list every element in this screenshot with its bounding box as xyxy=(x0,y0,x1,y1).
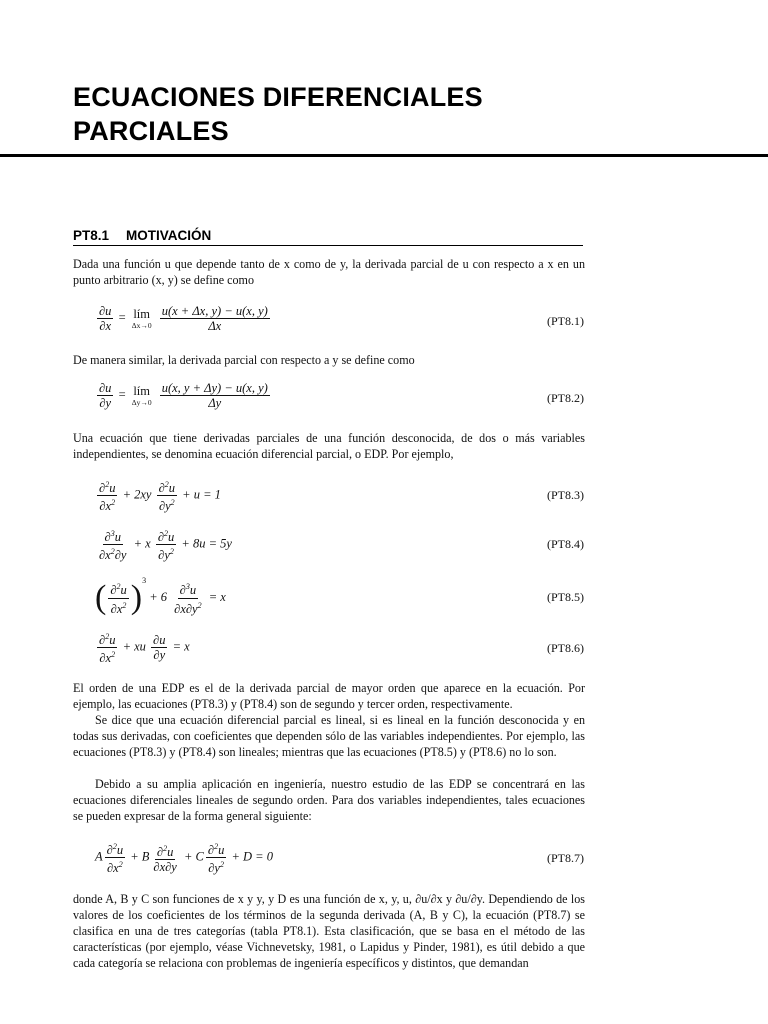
equation-pt8-4: $\frac{\partial^3u}{\partial x^2\partial y}$ + x $\frac{\partial^2u}{\partial y^2}$ + 8u = 5y xyxy=(99,529,232,563)
chapter-title xyxy=(73,80,483,148)
equation-pt8-7: A $\frac{\partial^2u}{\partial x^2}$ + B $\frac{\partial^2u}{\partial x\partial y}$ + C $\frac{\partial^2u}{\partial y^2}$ + D = 0 xyxy=(95,842,273,876)
chapter-rule xyxy=(0,154,768,157)
equation-label-pt8-2: (PT8.2) xyxy=(547,391,584,405)
eq6-tail: = x xyxy=(172,639,190,654)
section-title: MOTIVACIÓN xyxy=(126,228,212,243)
eq1-lim: lím xyxy=(133,307,150,321)
eq1-lhs-den: ∂x xyxy=(99,319,112,333)
eq2-lim-sub: Δy→0 xyxy=(131,398,152,407)
paragraph-second-order: Debido a su amplia aplicación en ingeniería, nuestro estudio de las EDP se concentrará en las ecuaciones diferenciales lineales de segundo orden. Para dos variables independientes, tales ecuaciones se pueden expresar de la forma general siguiente: xyxy=(73,777,585,823)
eq4-tail: + 8u = 5y xyxy=(181,536,232,551)
paragraph-classification: donde A, B y C son funciones de x y y, y D es una función de x, y, u, ∂u/∂x y ∂u/∂y. Dependiendo de los valores de los coeficientes de los términos de la segunda derivada (A, B y C), la ecuación (PT8.7) se clasifica en una de tres categorías (tabla PT8.1). Esta clasificación, que se basa en el método de las características (por ejemplo, véase Vichnevetsky, 1981, o Lapidus y Pinder, 1981), es útil debido a que cada categoría se relaciona con problemas de ingeniería específicos y distintos, que demandan xyxy=(73,892,585,970)
equation-pt8-1 xyxy=(95,304,584,333)
eq1-rhs-den: Δx xyxy=(208,319,222,333)
section-number: PT8.1 xyxy=(73,228,110,243)
chapter-title-line1: ECUACIONES DIFERENCIALES xyxy=(73,82,483,112)
eq1-rhs-num: u(x + Δx, y) − u(x, y) xyxy=(161,304,268,318)
eq1-lim-sub: Δx→0 xyxy=(131,321,152,330)
equation-pt8-6: $\frac{\partial^2u}{\partial x^2}$ + xu $\frac{\partial u}{\partial y}$ = x xyxy=(99,632,190,666)
equation-label-pt8-1: (PT8.1) xyxy=(547,314,584,328)
paragraph-y-derivative: De manera similar, la derivada parcial con respecto a y se define como xyxy=(73,353,415,367)
eq3-mid: + 2xy xyxy=(122,487,152,502)
eq7-tail: + D = 0 xyxy=(231,849,273,864)
paragraph-order: El orden de una EDP es el de la derivada parcial de mayor orden que aparece en la ecuación. Por ejemplo, las ecuaciones (PT8.3) y (PT8.4) son de segundo y tercer orden, respectivamente. xyxy=(73,681,585,711)
eq6-mid: + xu xyxy=(122,639,146,654)
eq2-lhs-den: ∂y xyxy=(99,396,112,410)
equation-label-pt8-3: (PT8.3) xyxy=(547,488,584,502)
eq1-equals: = xyxy=(118,310,126,325)
chapter-title-line2: PARCIALES xyxy=(73,116,229,146)
equation-label-pt8-6: (PT8.6) xyxy=(547,641,584,655)
equation-label-pt8-4: (PT8.4) xyxy=(547,537,584,551)
equation-label-pt8-5: (PT8.5) xyxy=(547,590,584,604)
eq1-lhs-num: ∂u xyxy=(99,304,112,318)
eq4-mid: + x xyxy=(133,536,151,551)
equation-pt8-5: ( $\frac{\partial^2u}{\partial x^2}$ )$^3$ + 6 $\frac{\partial^3u}{\partial x\partial y^2}$ = x xyxy=(95,576,226,617)
eq2-equals: = xyxy=(118,387,126,402)
eq2-rhs-num: u(x, y + Δy) − u(x, y) xyxy=(161,381,268,395)
eq5-tail: = x xyxy=(208,590,226,604)
equation-label-pt8-7: (PT8.7) xyxy=(547,851,584,865)
section-heading xyxy=(73,228,583,246)
paragraph-linear: Se dice que una ecuación diferencial parcial es lineal, si es lineal en la función desconocida y en todas sus derivadas, con coeficientes que dependen sólo de las variables independientes. Por ejemplo, las ecuaciones (PT8.3) y (PT8.4) son lineales; mientras que las ecuaciones (PT8.5) y (PT8.6) no lo son. xyxy=(73,713,585,759)
equation-pt8-2 xyxy=(95,381,584,410)
paragraph-edp-definition: Una ecuación que tiene derivadas parciales de una función desconocida, de dos o más variables independientes, se denomina ecuación diferencial parcial, o EDP. Por ejemplo, xyxy=(73,431,585,461)
paragraph-intro: Dada una función u que depende tanto de x como de y, la derivada parcial de u con respecto a x en un punto arbitrario (x, y) se define como xyxy=(73,257,585,287)
eq5-mid: + 6 xyxy=(149,590,168,604)
eq2-lim: lím xyxy=(133,384,150,398)
eq2-rhs-den: Δy xyxy=(208,396,222,410)
eq2-lhs-num: ∂u xyxy=(99,381,112,395)
eq3-tail: + u = 1 xyxy=(182,487,221,502)
equation-pt8-3: $\frac{\partial^2u}{\partial x^2}$ + 2xy $\frac{\partial^2u}{\partial y^2}$ + u = 1 xyxy=(99,480,221,514)
